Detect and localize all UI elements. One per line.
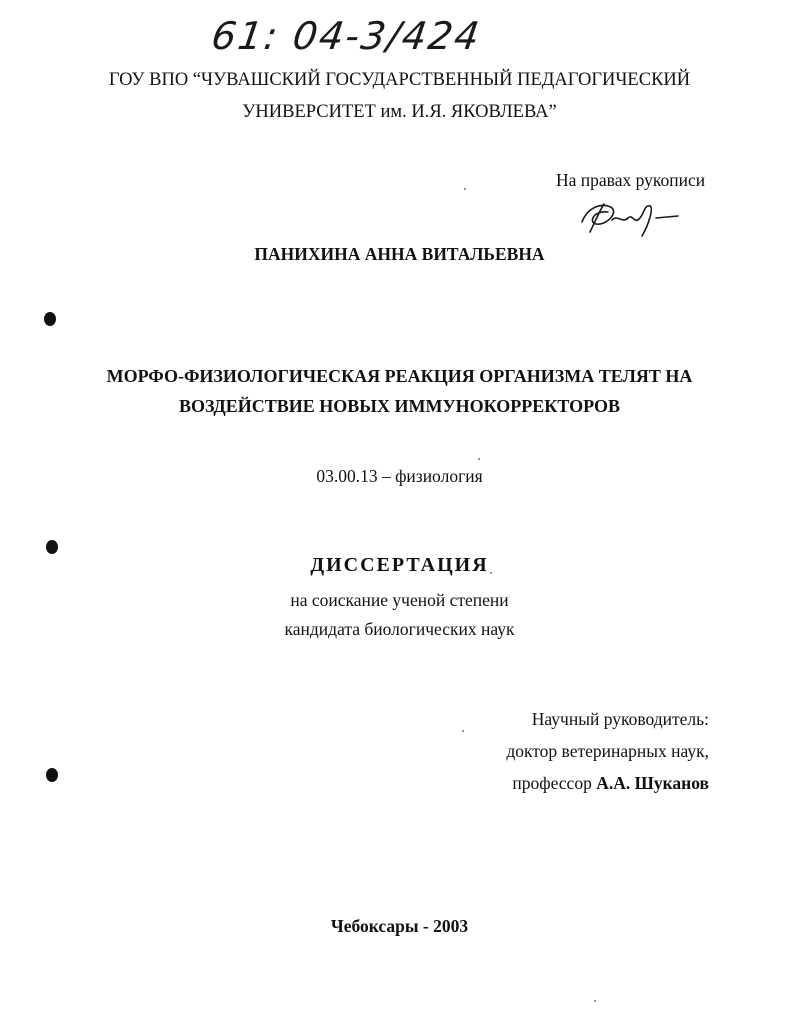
thesis-title-line-2: ВОЗДЕЙСТВИЕ НОВЫХ ИММУНОКОРРЕКТОРОВ — [178, 396, 620, 416]
binding-hole-mark — [44, 312, 56, 326]
degree-line-1: на соискание ученой степени — [290, 590, 509, 610]
scan-speck — [462, 730, 464, 732]
document-type-heading: ДИССЕРТАЦИЯ — [310, 554, 489, 576]
scan-speck — [594, 1000, 596, 1002]
binding-hole-mark — [46, 540, 58, 554]
degree-line-2: кандидата биологических наук — [284, 619, 515, 639]
scan-speck — [478, 458, 480, 460]
manuscript-rights-note: На правах рукописи — [556, 170, 706, 190]
organization-line-1: ГОУ ВПО “ЧУВАШСКИЙ ГОСУДАРСТВЕННЫЙ ПЕДАГОГИЧЕСКИЙ — [108, 70, 691, 90]
specialty-code: 03.00.13 – физиология — [316, 466, 483, 486]
scan-speck — [490, 572, 492, 574]
supervisor-position: профессор — [512, 773, 592, 793]
archive-mark-handwritten: 61: 04-3/424 — [208, 14, 484, 58]
organization-line-2: УНИВЕРСИТЕТ им. И.Я. ЯКОВЛЕВА” — [242, 102, 557, 122]
supervisor-label: Научный руководитель: — [531, 709, 709, 729]
city-year: Чебоксары - 2003 — [330, 916, 469, 936]
supervisor-position-name — [512, 767, 709, 799]
author-name: ПАНИХИНА АННА ВИТАЛЬЕВНА — [254, 244, 545, 264]
supervisor-degree: доктор ветеринарных наук, — [506, 741, 709, 761]
supervisor-name: А.А. Шуканов — [596, 773, 709, 793]
thesis-title-line-1: МОРФО-ФИЗИОЛОГИЧЕСКАЯ РЕАКЦИЯ ОРГАНИЗМА ТЕЛЯТ НА — [106, 366, 693, 386]
binding-hole-mark — [46, 768, 58, 782]
scan-speck — [464, 188, 466, 190]
signature-icon — [578, 196, 688, 240]
